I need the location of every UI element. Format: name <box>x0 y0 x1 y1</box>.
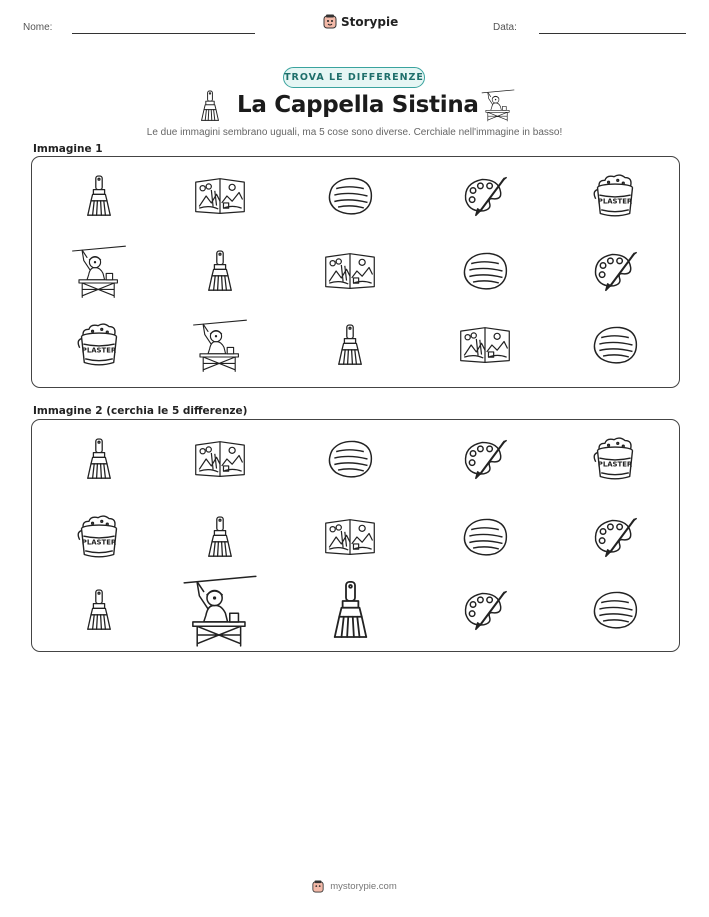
brand-name: Storypie <box>341 14 399 29</box>
brush-icon <box>204 246 236 296</box>
brush-icon[interactable] <box>204 512 236 562</box>
fresco-icon <box>459 325 511 365</box>
page-title: La Cappella Sistina <box>237 92 479 118</box>
brand-logo <box>323 14 398 29</box>
fresco-icon <box>324 251 376 291</box>
palette-icon[interactable] <box>462 438 508 480</box>
brush-icon <box>334 320 366 370</box>
storypie-mascot-icon <box>312 880 324 893</box>
storypie-mascot-icon <box>323 14 337 29</box>
name-field-line[interactable] <box>72 33 255 34</box>
footer <box>0 880 709 893</box>
fresco-icon[interactable] <box>194 439 246 479</box>
footer-url[interactable]: mystorypie.com <box>330 881 397 892</box>
palette-icon[interactable] <box>592 516 638 558</box>
plaster-chunk-icon <box>592 324 638 366</box>
plaster-chunk-icon <box>462 250 508 292</box>
plaster-bucket-icon[interactable] <box>592 435 638 483</box>
palette-icon[interactable] <box>462 589 508 631</box>
palette-icon <box>462 175 508 217</box>
plaster-bucket-icon[interactable] <box>76 513 122 561</box>
fresco-icon[interactable] <box>324 517 376 557</box>
brush-icon <box>83 171 115 221</box>
instructions: Le due immagini sembrano uguali, ma 5 cose sono diverse. Cerchiale nell'immagine in basso! <box>146 127 563 138</box>
date-label: Data: <box>493 22 517 33</box>
image1-label: Immagine 1 <box>33 143 103 155</box>
plaster-chunk-icon[interactable] <box>327 438 373 480</box>
brush-icon[interactable] <box>328 575 373 645</box>
activity-badge: TROVA LE DIFFERENZE <box>283 67 425 88</box>
name-label: Nome: <box>23 22 53 33</box>
plaster-bucket-icon <box>592 172 638 220</box>
brush-icon[interactable] <box>83 434 115 484</box>
title-brush-icon <box>198 90 222 126</box>
image2-label: Immagine 2 (cerchia le 5 differenze) <box>33 405 248 417</box>
fresco-icon <box>194 176 246 216</box>
plaster-chunk-icon[interactable] <box>592 589 638 631</box>
palette-icon <box>592 250 638 292</box>
plaster-chunk-icon[interactable] <box>462 516 508 558</box>
painter-on-scaffold-icon <box>71 243 127 299</box>
title-painter-icon <box>481 88 515 126</box>
date-field-line[interactable] <box>539 33 686 34</box>
plaster-bucket-icon <box>76 321 122 369</box>
painter-on-scaffold-icon[interactable] <box>182 572 258 648</box>
brush-icon[interactable] <box>83 585 115 635</box>
plaster-chunk-icon <box>327 175 373 217</box>
painter-on-scaffold-icon <box>192 317 248 373</box>
